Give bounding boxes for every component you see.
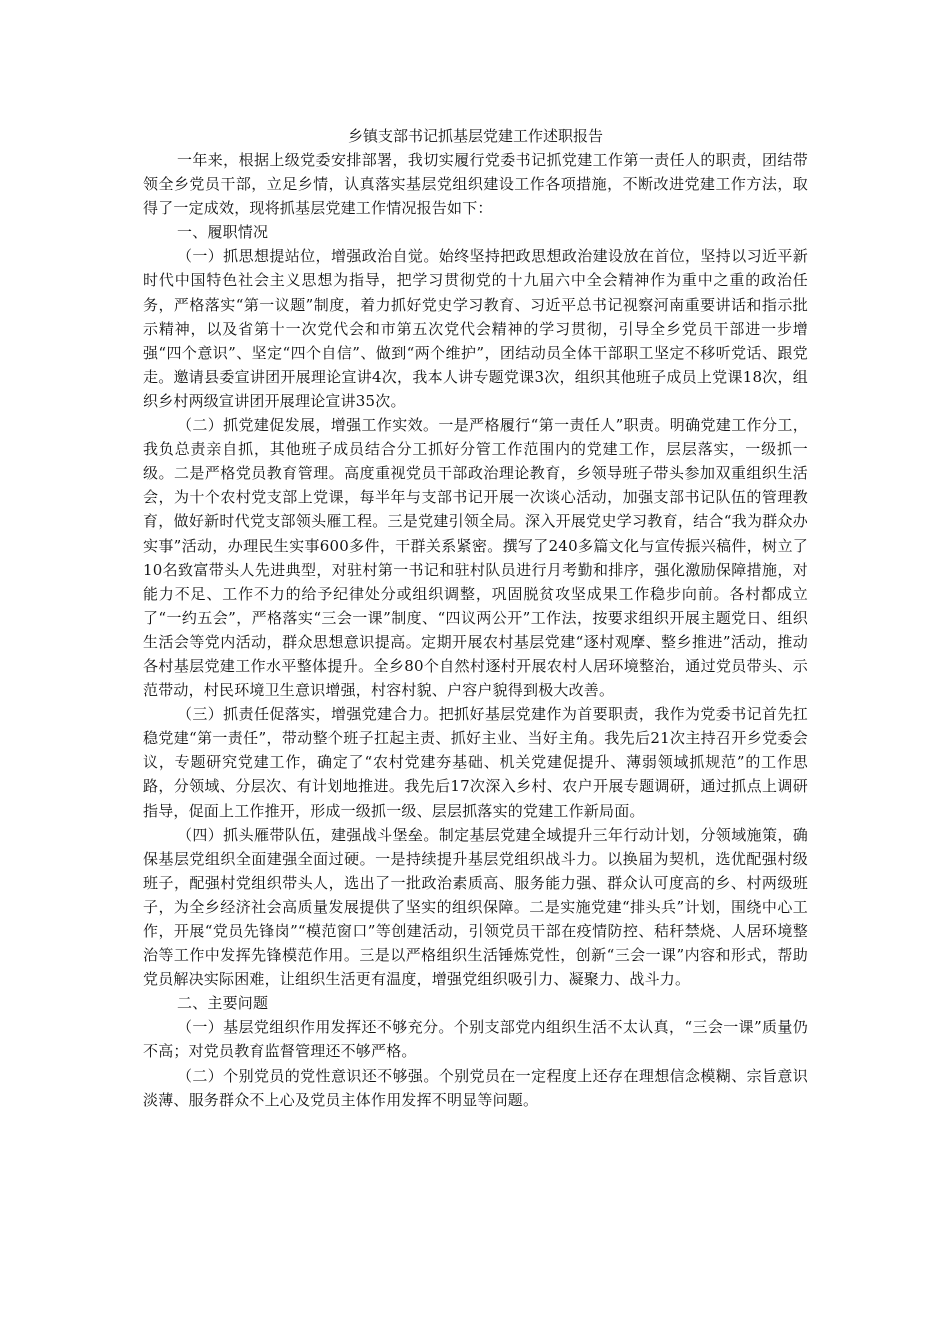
section-heading-performance: 一、履职情况	[177, 223, 269, 242]
section-heading-problems: 二、主要问题	[177, 994, 269, 1013]
paragraph-performance-4: （四）抓头雁带队伍，建强战斗堡垒。制定基层党建全域提升三年行动计划，分领域施策，确保基层党组织全面建强全面过硬。一是持续提升基层党组织战斗力。以换届为契机，选优配强村级班子，配强村党组织带头人，选出了一批政治素质高、服务能力强、群众认可度高的乡、村两级班子，为全乡经济社会高质量发展提供了坚实的组织保障。二是实施党建“排头兵”计划，围绕中心工作，开展“党员先锋岗”“模范窗口”等创建活动，引领党员干部在疫情防控、秸秆禁烧、人居环境整治等工作中发挥先锋模范作用。三是以严格组织生活锤炼党性，创新“三会一课”内容和形式，帮助党员解决实际困难，让组织生活更有温度，增强党组织吸引力、凝聚力、战斗力。	[143, 825, 808, 989]
paragraph-problem-2: （二）个别党员的党性意识还不够强。个别党员在一定程度上还存在理想信念模糊、宗旨意识淡薄、服务群众不上心及党员主体作用发挥不明显等问题。	[143, 1066, 808, 1109]
paragraph-performance-2: （二）抓党建促发展，增强工作实效。一是严格履行“第一责任人”职责。明确党建工作分工，我负总责亲自抓，其他班子成员结合分工抓好分管工作范围内的党建工作，层层落实，一级抓一级。二是严格党员教育管理。高度重视党员干部政治理论教育，乡领导班子带头参加双重组织生活会，为十个农村党支部上党课，每半年与支部书记开展一次谈心活动，加强支部书记队伍的管理教育，做好新时代党支部领头雁工程。三是党建引领全局。深入开展党史学习教育，结合“我为群众办实事”活动，办理民生实事600多件，干群关系紧密。撰写了240多篇文化与宣传振兴稿件，树立了10名致富带头人先进典型，对驻村第一书记和驻村队员进行月考勤和排序，强化激励保障措施，对能力不足、工作不力的给予纪律处分或组织调整，巩固脱贫攻坚成果工作稳步向前。各村都成立了“一约五会”，严格落实“三会一课”制度、“四议两公开”工作法，按要求组织开展主题党日、组织生活会等党内活动，群众思想意识提高。定期开展农村基层党建“逐村观摩、整乡推进”活动，推动各村基层党建工作水平整体提升。全乡80个自然村逐村开展农村人居环境整治，通过党员带头、示范带动，村民环境卫生意识增强，村容村貌、户容户貌得到极大改善。	[143, 416, 808, 700]
document-title: 乡镇支部书记抓基层党建工作述职报告	[347, 127, 603, 145]
paragraph-problem-1: （一）基层党组织作用发挥还不够充分。个别支部党内组织生活不太认真，“三会一课”质量仍不高；对党员教育监督管理还不够严格。	[143, 1018, 808, 1061]
paragraph-intro: 一年来，根据上级党委安排部署，我切实履行党委书记抓党建工作第一责任人的职责，团结带领全乡党员干部，立足乡情，认真落实基层党组织建设工作各项措施，不断改进党建工作方法，取得了一定成效，现将抓基层党建工作情况报告如下：	[143, 151, 808, 218]
paragraph-performance-1: （一）抓思想提站位，增强政治自觉。始终坚持把政思想政治建设放在首位，坚持以习近平新时代中国特色社会主义思想为指导，把学习贯彻党的十九届六中全会精神作为重中之重的政治任务，严格落实“第一议题”制度，着力抓好党史学习教育、习近平总书记视察河南重要讲话和指示批示精神，以及省第十一次党代会和市第五次党代会精神的学习贯彻，引导全乡党员干部进一步增强“四个意识”、坚定“四个自信”、做到“两个维护”，团结动员全体干部职工坚定不移听党话、跟党走。邀请县委宣讲团开展理论宣讲4次，我本人讲专题党课3次，组织其他班子成员上党课18次，组织乡村两级宣讲团开展理论宣讲35次。	[143, 247, 808, 410]
paragraph-performance-3: （三）抓责任促落实，增强党建合力。把抓好基层党建作为首要职责，我作为党委书记首先扛稳党建“第一责任”，带动整个班子扛起主责、抓好主业、当好主角。我先后21次主持召开乡党委会议，专题研究党建工作，确定了“农村党建夯基础、机关党建促提升、薄弱领域抓规范”的工作思路，分领域、分层次、有计划地推进。我先后17次深入乡村、农户开展专题调研，通过抓点上调研指导，促面上工作推开，形成一级抓一级、层层抓落实的党建工作新局面。	[143, 705, 808, 820]
document-page	[143, 124, 808, 1112]
